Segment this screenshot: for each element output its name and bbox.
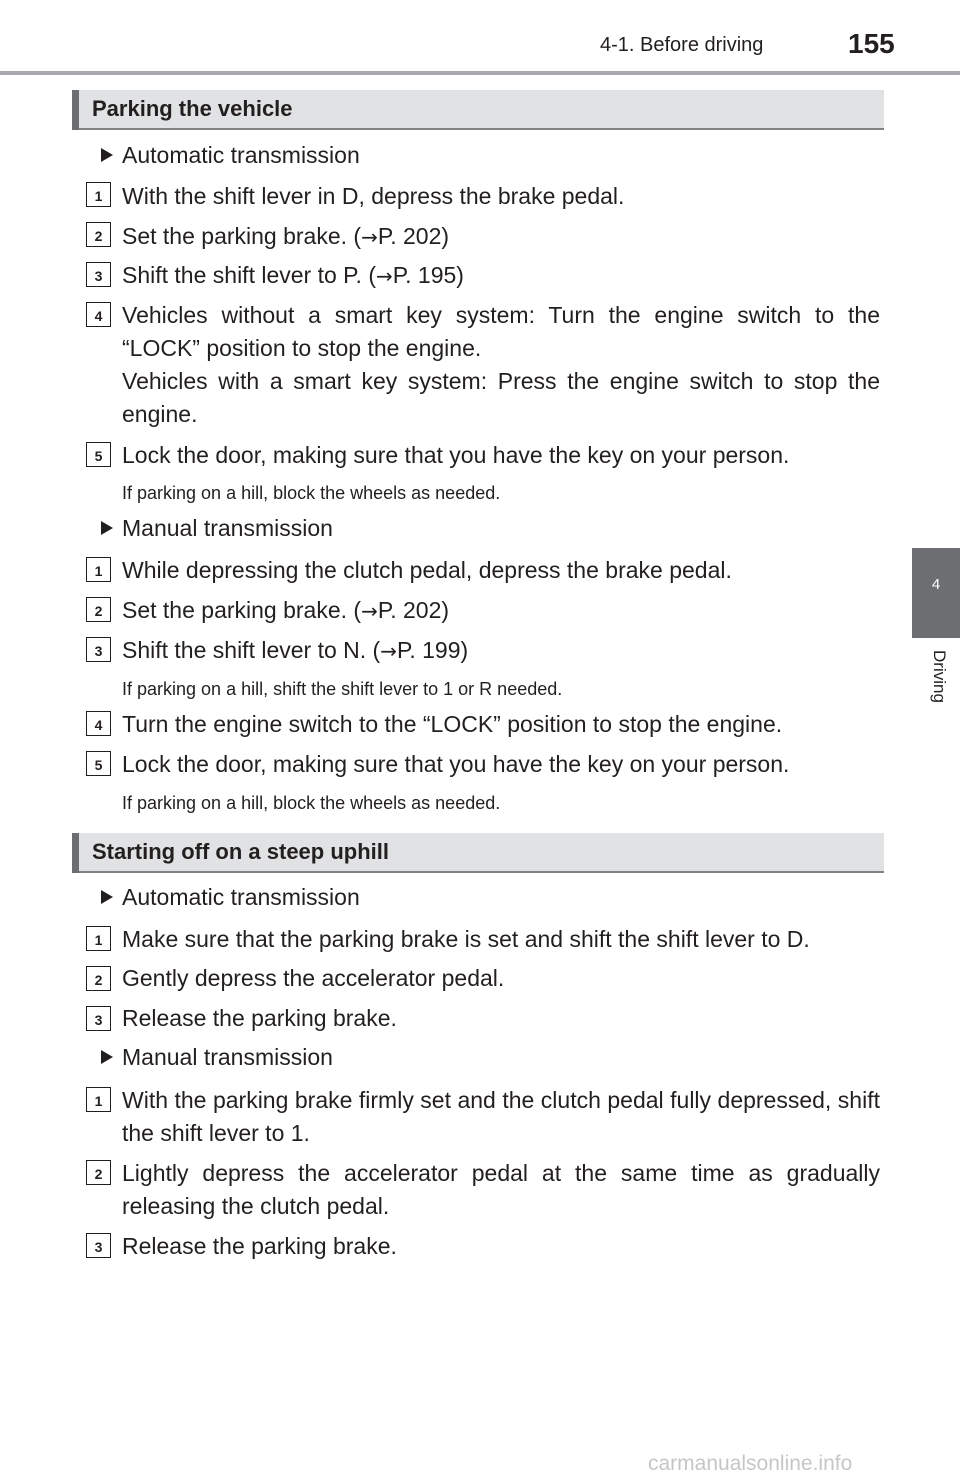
step-number: 3 xyxy=(86,1233,111,1258)
triangle-bullet-icon xyxy=(101,890,113,904)
section-header-uphill xyxy=(72,833,884,873)
step-number: 5 xyxy=(86,442,111,467)
step-text: With the parking brake firmly set and the clutch pedal fully depressed, shift the shift lever to 1. xyxy=(122,1087,880,1146)
subheading-label: Automatic transmission xyxy=(122,142,360,168)
subheading-label: Automatic transmission xyxy=(122,884,360,910)
step-number: 3 xyxy=(86,262,111,287)
section-accent xyxy=(72,833,79,873)
arrow-right-icon: → xyxy=(375,264,393,288)
header-divider xyxy=(0,71,960,75)
chapter-tab xyxy=(912,548,960,638)
step-number: 2 xyxy=(86,1160,111,1185)
subheading-manual xyxy=(101,515,333,542)
subheading-manual xyxy=(101,1044,333,1071)
triangle-bullet-icon xyxy=(101,1050,113,1064)
step-note: If parking on a hill, shift the shift lever to 1 or R needed. xyxy=(122,679,563,699)
step-text xyxy=(122,259,880,293)
step-number: 3 xyxy=(86,1006,111,1031)
page-reference: P. 202) xyxy=(377,597,450,623)
section-title: Parking the vehicle xyxy=(92,96,293,121)
step-text-part: Set the parking brake. ( xyxy=(122,223,362,249)
step-number: 1 xyxy=(86,1087,111,1112)
subheading-label: Manual transmission xyxy=(122,515,333,541)
chapter-tab-label: Driving xyxy=(930,650,949,703)
step-text xyxy=(122,634,880,668)
step-text: Lightly depress the accelerator pedal at the same time as gradually releasing the clutch pedal. xyxy=(122,1160,880,1219)
step-number: 1 xyxy=(86,182,111,207)
subheading-label: Manual transmission xyxy=(122,1044,333,1070)
step-text: With the shift lever in D, depress the brake pedal. xyxy=(122,183,625,209)
section-accent xyxy=(72,90,79,130)
step-note: If parking on a hill, block the wheels as needed. xyxy=(122,483,501,503)
arrow-right-icon: → xyxy=(361,225,378,249)
step-text: Gently depress the accelerator pedal. xyxy=(122,965,505,991)
subheading-automatic xyxy=(101,884,360,911)
step-text-part: Shift the shift lever to P. ( xyxy=(122,262,376,288)
watermark: carmanualsonline.info xyxy=(648,1452,853,1475)
step-text: Lock the door, making sure that you have the key on your person. xyxy=(122,751,790,777)
step-text xyxy=(122,594,880,628)
step-number: 1 xyxy=(86,557,111,582)
running-header-section: 4-1. Before driving xyxy=(600,34,764,56)
page-reference: P. 202) xyxy=(377,223,450,249)
step-number: 2 xyxy=(86,222,111,247)
triangle-bullet-icon xyxy=(101,521,113,535)
step-number: 4 xyxy=(86,302,111,327)
step-number: 3 xyxy=(86,637,111,662)
arrow-right-icon: → xyxy=(380,639,397,663)
step-text: Make sure that the parking brake is set and shift the shift lever to D. xyxy=(122,926,810,952)
step-text: Release the parking brake. xyxy=(122,1233,397,1259)
step-note: If parking on a hill, block the wheels as needed. xyxy=(122,793,501,813)
page-reference: P. 199) xyxy=(396,637,469,663)
step-text-part: Shift the shift lever to N. ( xyxy=(122,637,381,663)
step-number: 4 xyxy=(86,711,111,736)
page-reference: P. 195) xyxy=(392,262,464,288)
section-title: Starting off on a steep uphill xyxy=(92,839,389,864)
step-number: 5 xyxy=(86,751,111,776)
step-number: 2 xyxy=(86,597,111,622)
chapter-tab-number: 4 xyxy=(931,576,941,593)
step-text xyxy=(122,220,880,254)
subheading-automatic xyxy=(101,142,360,169)
step-number: 2 xyxy=(86,966,111,991)
step-text: Release the parking brake. xyxy=(122,1005,397,1031)
page-number: 155 xyxy=(848,28,895,59)
arrow-right-icon: → xyxy=(361,599,378,623)
section-header-parking xyxy=(72,90,884,130)
triangle-bullet-icon xyxy=(101,148,113,162)
step-number: 1 xyxy=(86,926,111,951)
step-text-part: Set the parking brake. ( xyxy=(122,597,362,623)
step-text: Vehicles without a smart key system: Turn the engine switch to the “LOCK” position to stop the engine. xyxy=(122,302,880,361)
step-text-continued: Vehicles with a smart key system: Press the engine switch to stop the engine. xyxy=(122,368,880,427)
step-text: Lock the door, making sure that you have the key on your person. xyxy=(122,442,790,468)
step-text: Turn the engine switch to the “LOCK” position to stop the engine. xyxy=(122,711,783,737)
step-text: While depressing the clutch pedal, depress the brake pedal. xyxy=(122,557,732,583)
